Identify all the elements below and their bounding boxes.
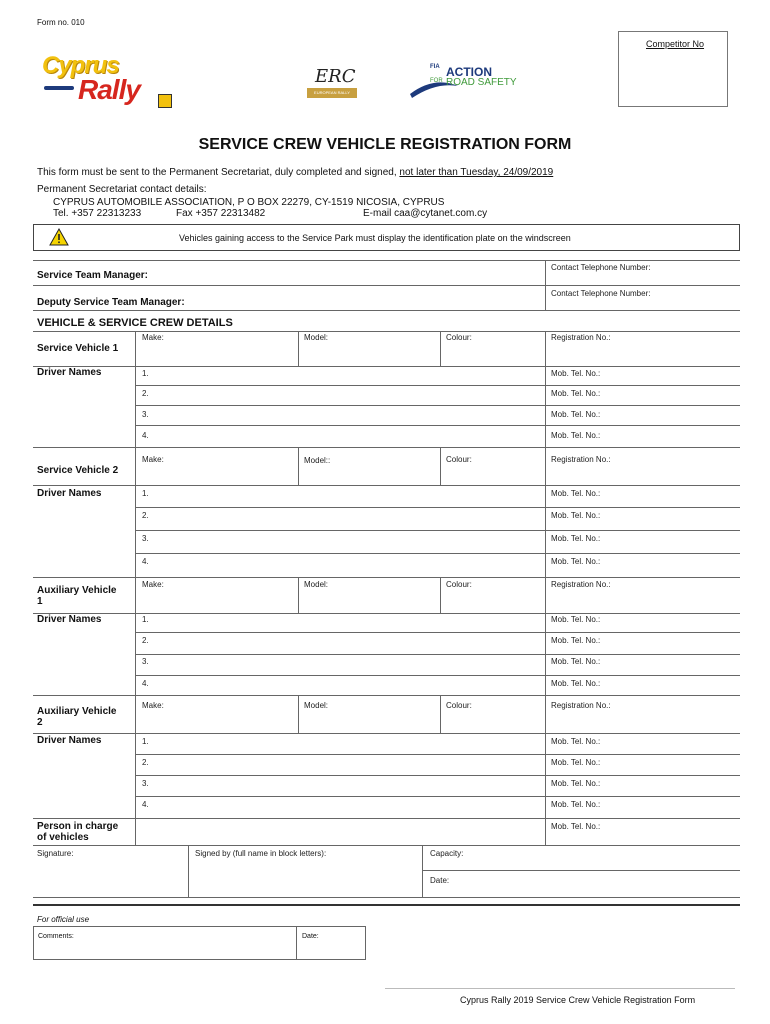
aux-vehicle-2-title-line2: 2	[37, 717, 43, 728]
vehicle-2-colour-label: Colour:	[446, 455, 472, 464]
signature-label: Signature:	[37, 849, 74, 858]
intro-sentence: This form must be sent to the Permanent Secretariat, duly completed and signed,	[37, 167, 400, 178]
tel-text: Tel. +357 22313233	[53, 208, 142, 219]
aux-vehicle-2-registration-field[interactable]	[549, 712, 737, 731]
vehicle-1-mob-1: Mob. Tel. No.:	[551, 369, 601, 378]
comments-field[interactable]	[38, 942, 292, 957]
aux-vehicle-1-registration-field[interactable]	[549, 591, 737, 611]
signed-by-field[interactable]	[195, 860, 419, 894]
vehicle-1-mob-4: Mob. Tel. No.:	[551, 431, 601, 440]
vehicle-2-mob-3: Mob. Tel. No.:	[551, 534, 601, 543]
aux-vehicle-2-mob-4: Mob. Tel. No.:	[551, 800, 601, 809]
aux-vehicle-1-driver-1: 1.	[142, 615, 149, 624]
aux-vehicle-2-make-label: Make:	[142, 701, 164, 710]
person-in-charge-field[interactable]	[138, 820, 542, 844]
capacity-field[interactable]	[475, 848, 737, 868]
erc-banner: EUROPEAN RALLY CHAMPIONSHIP	[307, 88, 357, 98]
aux-vehicle-2-title-line1: Auxiliary Vehicle	[37, 706, 117, 717]
aux-vehicle-2-mob-2: Mob. Tel. No.:	[551, 758, 601, 767]
aux-vehicle-1-make-label: Make:	[142, 580, 164, 589]
action-text: ACTION	[446, 65, 492, 79]
vehicle-2-registration-field[interactable]	[549, 466, 737, 483]
page-title: SERVICE CREW VEHICLE REGISTRATION FORM	[198, 136, 572, 153]
aux-vehicle-2-make-field[interactable]	[140, 712, 294, 731]
vehicle-1-model-label: Model:	[304, 333, 329, 342]
deadline-text: not later than Tuesday, 24/09/2019	[399, 167, 554, 178]
road-safety-text: ROAD SAFETY	[446, 77, 517, 88]
aux-vehicle-2-mob-1: Mob. Tel. No.:	[551, 737, 601, 746]
deputy-manager-field[interactable]	[200, 287, 540, 309]
competitor-no-label: Competitor No	[646, 39, 705, 49]
person-in-charge-mob: Mob. Tel. No.:	[551, 822, 601, 831]
vehicle-1-registration-field[interactable]	[549, 344, 737, 364]
vehicle-2-driver-2: 2.	[142, 511, 149, 520]
vehicle-2-mob-1: Mob. Tel. No.:	[551, 489, 601, 498]
aux-vehicle-1-title-line2: 1	[37, 596, 43, 607]
for-text: FOR	[430, 78, 443, 84]
form-number: Form no. 010	[37, 18, 85, 27]
erc-text: ERC	[315, 66, 356, 87]
warning-icon	[49, 228, 69, 246]
aux-vehicle-1-registration-label: Registration No.:	[551, 580, 611, 589]
official-use-box	[33, 926, 366, 960]
notice-box	[33, 224, 740, 251]
service-team-manager-field[interactable]	[160, 262, 540, 284]
vehicle-1-colour-field[interactable]	[444, 344, 542, 364]
capacity-label: Capacity:	[430, 849, 464, 858]
aux-vehicle-2-colour-field[interactable]	[444, 712, 542, 731]
aux-vehicle-1-mob-1: Mob. Tel. No.:	[551, 615, 601, 624]
cyprus-rally-logo	[38, 52, 173, 110]
comments-label: Comments:	[38, 933, 74, 940]
vehicle-1-mob-2: Mob. Tel. No.:	[551, 389, 601, 398]
aux-vehicle-1-title	[37, 585, 117, 607]
email-text: E-mail caa@cytanet.com.cy	[363, 208, 488, 219]
aux-vehicle-2-mob-3: Mob. Tel. No.:	[551, 779, 601, 788]
erc-logo	[305, 66, 360, 105]
aux-vehicle-2-driver-2: 2.	[142, 758, 149, 767]
vehicle-1-driver-2: 2.	[142, 389, 149, 398]
logo-swoosh	[44, 86, 74, 90]
aux-vehicle-2-model-label: Model:	[304, 701, 329, 710]
aux-vehicle-1-driver-3: 3.	[142, 657, 149, 666]
official-date-field[interactable]	[302, 942, 360, 957]
section-title: VEHICLE & SERVICE CREW DETAILS	[37, 317, 233, 329]
vehicle-2-make-label: Make:	[142, 455, 164, 464]
logo-rally-text: Rally	[78, 74, 140, 105]
official-date-label: Date:	[302, 933, 319, 940]
vehicle-2-model-label: Model::	[304, 456, 331, 465]
vehicle-1-driver-4: 4.	[142, 431, 149, 440]
aux-vehicle-1-mob-2: Mob. Tel. No.:	[551, 636, 601, 645]
contact-label-2: Contact Telephone Number:	[551, 289, 651, 298]
official-use-heading: For official use	[37, 915, 90, 924]
person-in-charge-label	[37, 821, 118, 843]
vehicle-2-model-field[interactable]	[302, 467, 436, 483]
aux-vehicle-2-registration-label: Registration No.:	[551, 701, 611, 710]
vehicle-2-registration-label: Registration No.:	[551, 455, 611, 464]
vehicle-1-model-field[interactable]	[302, 344, 436, 364]
aux-vehicle-1-driver-2: 2.	[142, 636, 149, 645]
person-in-charge-line1: Person in charge	[37, 821, 119, 832]
vehicle-1-mob-3: Mob. Tel. No.:	[551, 410, 601, 419]
notice-text: Vehicles gaining access to the Service Park must display the identification plate on the windscreen	[179, 233, 571, 243]
contact-heading: Permanent Secretariat contact details:	[37, 184, 207, 195]
aux-vehicle-2-colour-label: Colour:	[446, 701, 472, 710]
aux-vehicle-1-make-field[interactable]	[140, 591, 294, 611]
date-label: Date:	[430, 876, 450, 885]
contact-label-1: Contact Telephone Number:	[551, 263, 651, 272]
footer-text: Cyprus Rally 2019 Service Crew Vehicle Registration Form	[460, 995, 696, 1005]
fax-text: Fax +357 22313482	[176, 208, 266, 219]
service-team-manager-label: Service Team Manager:	[37, 270, 148, 281]
aux-vehicle-1-title-line1: Auxiliary Vehicle	[37, 585, 117, 596]
aux-vehicle-2-model-field[interactable]	[302, 712, 436, 731]
signed-by-label: Signed by (full name in block letters):	[195, 849, 327, 858]
aux-vehicle-1-driver-names-label: Driver Names	[37, 614, 102, 625]
deputy-phone-field[interactable]	[551, 299, 736, 309]
road-safety-logo	[408, 62, 528, 102]
aa-badge-icon	[158, 94, 172, 108]
fia-text: FIA	[430, 64, 440, 70]
aux-vehicle-2-driver-1: 1.	[142, 737, 149, 746]
aux-vehicle-2-driver-names-label: Driver Names	[37, 735, 102, 746]
vehicle-1-make-field[interactable]	[140, 344, 294, 364]
deputy-manager-label: Deputy Service Team Manager:	[37, 297, 185, 308]
aux-vehicle-2-title	[37, 706, 117, 728]
aux-vehicle-1-colour-field[interactable]	[444, 591, 542, 611]
aux-vehicle-1-mob-4: Mob. Tel. No.:	[551, 679, 601, 688]
aux-vehicle-1-colour-label: Colour:	[446, 580, 472, 589]
vehicle-2-driver-3: 3.	[142, 534, 149, 543]
aux-vehicle-2-driver-3: 3.	[142, 779, 149, 788]
signature-field[interactable]	[37, 860, 185, 894]
vehicle-1-registration-label: Registration No.:	[551, 333, 611, 342]
aux-vehicle-2-driver-4: 4.	[142, 800, 149, 809]
aux-vehicle-1-driver-4: 4.	[142, 679, 149, 688]
vehicle-2-driver-4: 4.	[142, 557, 149, 566]
aux-vehicle-1-model-field[interactable]	[302, 591, 436, 611]
vehicle-1-driver-names-label: Driver Names	[37, 367, 102, 378]
competitor-no-box[interactable]	[618, 31, 728, 107]
vehicle-1-colour-label: Colour:	[446, 333, 472, 342]
vehicle-2-title: Service Vehicle 2	[37, 465, 119, 476]
vehicle-2-colour-field[interactable]	[444, 466, 542, 483]
aux-vehicle-1-mob-3: Mob. Tel. No.:	[551, 657, 601, 666]
address-text: CYPRUS AUTOMOBILE ASSOCIATION, P O BOX 22279, CY-1519 NICOSIA, CYPRUS	[53, 197, 445, 208]
vehicle-2-driver-names-label: Driver Names	[37, 488, 102, 499]
person-in-charge-line2: of vehicles	[37, 832, 89, 843]
vehicle-2-make-field[interactable]	[140, 466, 294, 483]
date-field[interactable]	[460, 873, 737, 895]
manager-phone-field[interactable]	[551, 273, 736, 284]
vehicle-1-driver-3: 3.	[142, 410, 149, 419]
logo-cyprus-text: Cyprus	[42, 52, 119, 79]
vehicle-1-title: Service Vehicle 1	[37, 343, 119, 354]
vehicle-2-driver-1: 1.	[142, 489, 149, 498]
aux-vehicle-1-model-label: Model:	[304, 580, 329, 589]
vehicle-2-mob-4: Mob. Tel. No.:	[551, 557, 601, 566]
intro-text	[37, 167, 553, 178]
vehicle-1-make-label: Make:	[142, 333, 164, 342]
vehicle-1-driver-1: 1.	[142, 369, 149, 378]
vehicle-2-mob-2: Mob. Tel. No.:	[551, 511, 601, 520]
